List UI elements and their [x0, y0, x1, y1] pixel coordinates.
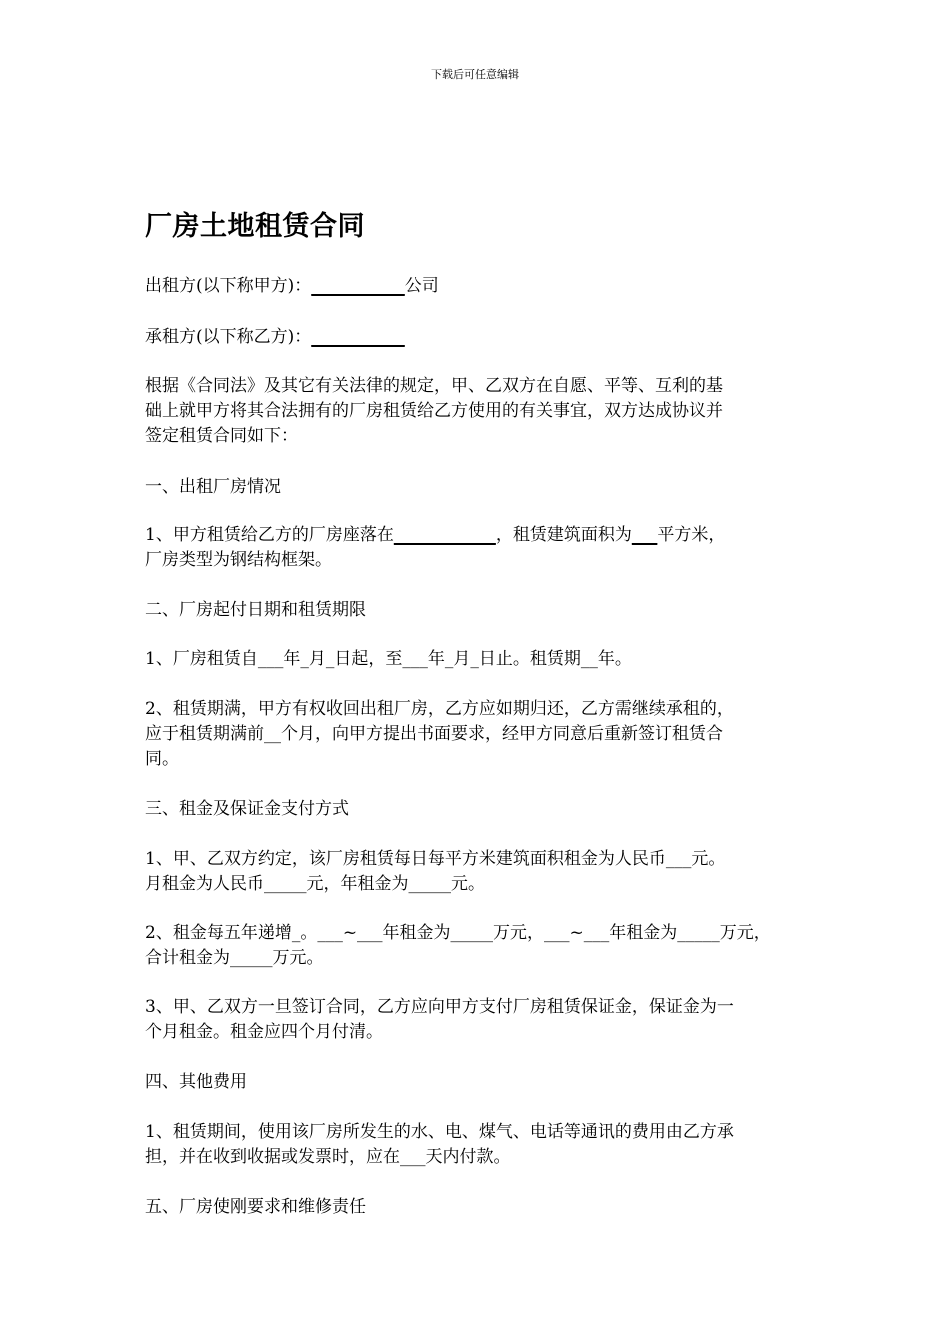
clause-line: 个月租金。租金应四个月付清。 — [145, 1022, 383, 1042]
clause-line: 2、租赁期满，甲方有权收回出租厂房，乙方应如期归还，乙方需继续承租的， — [145, 699, 734, 719]
section-heading: 三、租金及保证金支付方式 — [145, 799, 349, 819]
lessee-label: 承租方(以下称乙方)： — [145, 327, 312, 347]
clause-line: 2、租金每五年递增_。___~___年租金为_____万元，___~___年租金为_____万元， — [145, 923, 771, 943]
clause-line: 担，并在收到收据或发票时，应在___天内付款。 — [145, 1147, 511, 1167]
clause-line — [145, 523, 817, 548]
clause-line: 厂房类型为钢结构框架。 — [145, 550, 332, 570]
clause-line: 1、甲、乙双方约定，该厂房租赁每日每平方米建筑面积租金为人民币___元。 — [145, 849, 726, 869]
paragraph-line: 根据《合同法》及其它有关法律的规定，甲、乙双方在自愿、平等、互利的基 — [145, 376, 723, 396]
lessee-blank: ___________ — [311, 327, 405, 347]
clause-line: 月租金为人民币_____元，年租金为_____元。 — [145, 874, 485, 894]
clause-text: ，租赁建筑面积为 — [495, 525, 632, 545]
clause-line: 应于租赁期满前__个月，向甲方提出书面要求，经甲方同意后重新签订租赁合 — [145, 724, 723, 744]
lessor-line — [145, 274, 817, 299]
section-heading: 二、厂房起付日期和租赁期限 — [145, 600, 366, 620]
page-header-note: 下载后可任意编辑 — [431, 68, 519, 81]
paragraph-line: 签定租赁合同如下： — [145, 426, 298, 446]
area-blank: ___ — [631, 525, 658, 545]
clause-line: 3、甲、乙双方一旦签订合同，乙方应向甲方支付厂房租赁保证金，保证金为一 — [145, 997, 734, 1017]
paragraph-line: 础上就甲方将其合法拥有的厂房租赁给乙方使用的有关事宜，双方达成协议并 — [145, 401, 723, 421]
lessor-label: 出租方(以下称甲方)： — [145, 276, 312, 296]
clause-line: 1、租赁期间，使用该厂房所发生的水、电、煤气、电话等通讯的费用由乙方承 — [145, 1122, 734, 1142]
lessee-line — [145, 325, 817, 350]
document-title: 厂房土地租赁合同 — [145, 211, 365, 242]
clause-line: 同。 — [145, 749, 179, 769]
section-heading: 一、出租厂房情况 — [145, 477, 281, 497]
clause-line: 合计租金为_____万元。 — [145, 948, 324, 968]
clause-text: 平方米， — [657, 525, 726, 545]
section-heading: 五、厂房使刚要求和维修责任 — [145, 1197, 366, 1217]
location-blank: ____________ — [393, 525, 496, 545]
clause-text: 1、甲方租赁给乙方的厂房座落在 — [145, 525, 394, 545]
lessor-blank: ___________ — [311, 276, 405, 296]
section-heading: 四、其他费用 — [145, 1072, 247, 1092]
clause-line: 1、厂房租赁自___年_月_日起，至___年_月_日止。租赁期__年。 — [145, 649, 632, 669]
lessor-suffix: 公司 — [404, 276, 439, 296]
